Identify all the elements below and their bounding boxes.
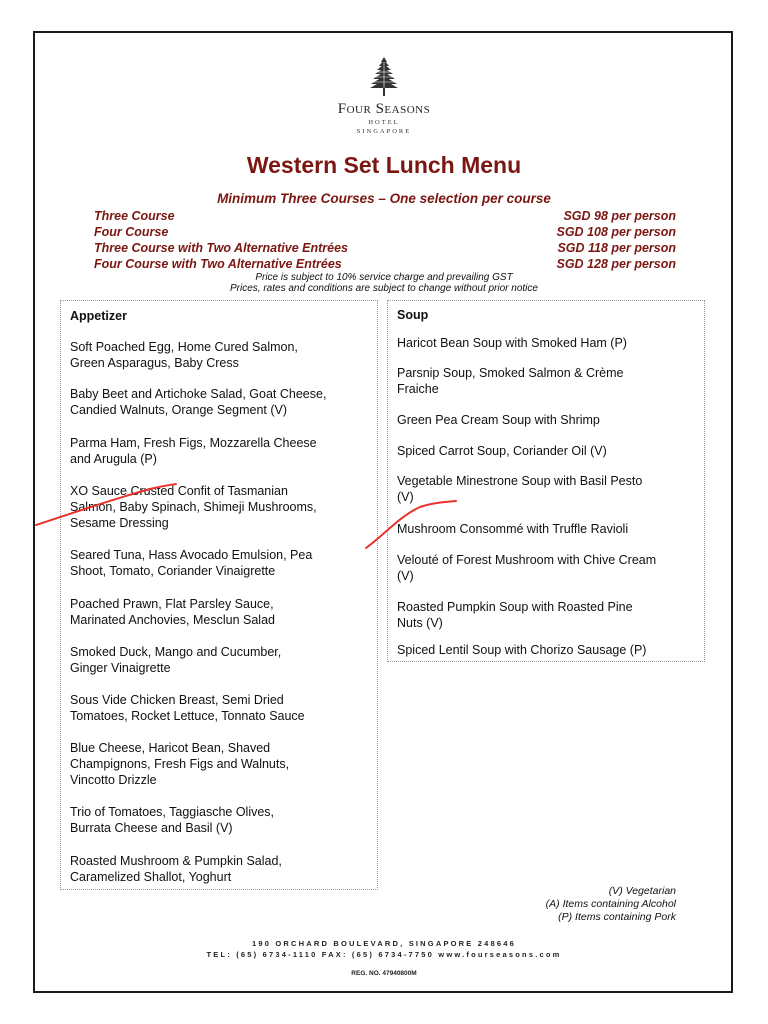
price-label: Three Course — [94, 209, 175, 223]
appetizer-heading: Appetizer — [70, 309, 127, 323]
annotation-stroke — [36, 484, 176, 525]
item-line: and Arugula (P) — [70, 452, 157, 466]
item-line: Shoot, Tomato, Coriander Vinaigrette — [70, 564, 276, 578]
item-line: XO Sauce Crusted Confit of Tasmanian — [70, 484, 288, 498]
registration-number: REG. NO. 47940800M — [351, 970, 417, 977]
legend-vegetarian: (V) Vegetarian — [608, 885, 676, 897]
item-line: Champignons, Fresh Figs and Walnuts, — [70, 757, 290, 771]
price-note: Price is subject to 10% service charge and prevailing GST — [255, 272, 513, 283]
item-line: Sous Vide Chicken Breast, Semi Dried — [70, 693, 284, 707]
footer-address: 190 ORCHARD BOULEVARD, SINGAPORE 248646 — [251, 939, 517, 948]
item-line: Green Asparagus, Baby Cress — [70, 356, 239, 370]
item-line: Mushroom Consommé with Truffle Ravioli — [397, 522, 629, 536]
item-line: Candied Walnuts, Orange Segment (V) — [70, 403, 288, 417]
item-line: Parsnip Soup, Smoked Salmon & Crème — [397, 366, 624, 380]
menu-title: Western Set Lunch Menu — [246, 152, 522, 178]
item-line: Burrata Cheese and Basil (V) — [70, 821, 233, 835]
item-line: Spiced Carrot Soup, Coriander Oil (V) — [397, 444, 607, 458]
price-value: SGD 108 per person — [556, 225, 676, 239]
price-label: Three Course with Two Alternative Entrées — [94, 241, 348, 255]
item-line: Green Pea Cream Soup with Shrimp — [397, 413, 600, 427]
legend-pork: (P) Items containing Pork — [558, 911, 676, 923]
item-line: Nuts (V) — [397, 616, 443, 630]
item-line: Parma Ham, Fresh Figs, Mozzarella Cheese — [70, 436, 317, 450]
price-label: Four Course with Two Alternative Entrées — [94, 257, 342, 271]
legend-alcohol: (A) Items containing Alcohol — [545, 898, 676, 910]
item-line: Salmon, Baby Spinach, Shimeji Mushrooms, — [70, 500, 317, 514]
price-label: Four Course — [94, 225, 169, 239]
menu-subtitle: Minimum Three Courses – One selection per course — [217, 191, 551, 206]
terms-note: Prices, rates and conditions are subject to change without prior notice — [230, 283, 538, 294]
item-line: (V) — [397, 490, 414, 504]
item-line: Marinated Anchovies, Mesclun Salad — [70, 613, 275, 627]
item-line: Vegetable Minestrone Soup with Basil Pesto — [397, 474, 643, 488]
soup-heading: Soup — [397, 308, 429, 322]
price-value: SGD 128 per person — [556, 257, 676, 271]
item-line: Spiced Lentil Soup with Chorizo Sausage (P) — [397, 643, 647, 657]
item-line: Poached Prawn, Flat Parsley Sauce, — [70, 597, 274, 611]
price-value: SGD 98 per person — [563, 209, 676, 223]
brand-name: Four Seasons — [337, 101, 431, 117]
brand-line-hotel: HOTEL — [368, 119, 400, 126]
annotation-stroke — [366, 501, 456, 548]
item-line: (V) — [397, 569, 414, 583]
dietary-legend — [546, 885, 676, 924]
item-line: Caramelized Shallot, Yoghurt — [70, 870, 232, 884]
item-line: Haricot Bean Soup with Smoked Ham (P) — [397, 336, 627, 350]
item-line: Blue Cheese, Haricot Bean, Shaved — [70, 741, 271, 755]
item-line: Tomatoes, Rocket Lettuce, Tonnato Sauce — [70, 709, 305, 723]
item-line: Sesame Dressing — [70, 516, 169, 530]
item-line: Soft Poached Egg, Home Cured Salmon, — [70, 340, 298, 354]
brand-line-city: SINGAPORE — [356, 128, 412, 135]
footer-contact: TEL: (65) 6734-1110 FAX: (65) 6734-7750 www.fourseasons.com — [206, 950, 562, 959]
price-value: SGD 118 per person — [557, 241, 676, 255]
item-line: Trio of Tomatoes, Taggiasche Olives, — [70, 805, 275, 819]
item-line: Roasted Mushroom & Pumpkin Salad, — [70, 854, 282, 868]
item-line: Baby Beet and Artichoke Salad, Goat Cheese, — [70, 387, 327, 401]
item-line: Vincotto Drizzle — [70, 773, 157, 787]
item-line: Velouté of Forest Mushroom with Chive Cream — [397, 553, 657, 567]
item-line: Smoked Duck, Mango and Cucumber, — [70, 645, 282, 659]
item-line: Seared Tuna, Hass Avocado Emulsion, Pea — [70, 548, 313, 562]
item-line: Ginger Vinaigrette — [70, 661, 171, 675]
item-line: Fraiche — [397, 382, 439, 396]
item-line: Roasted Pumpkin Soup with Roasted Pine — [397, 600, 633, 614]
